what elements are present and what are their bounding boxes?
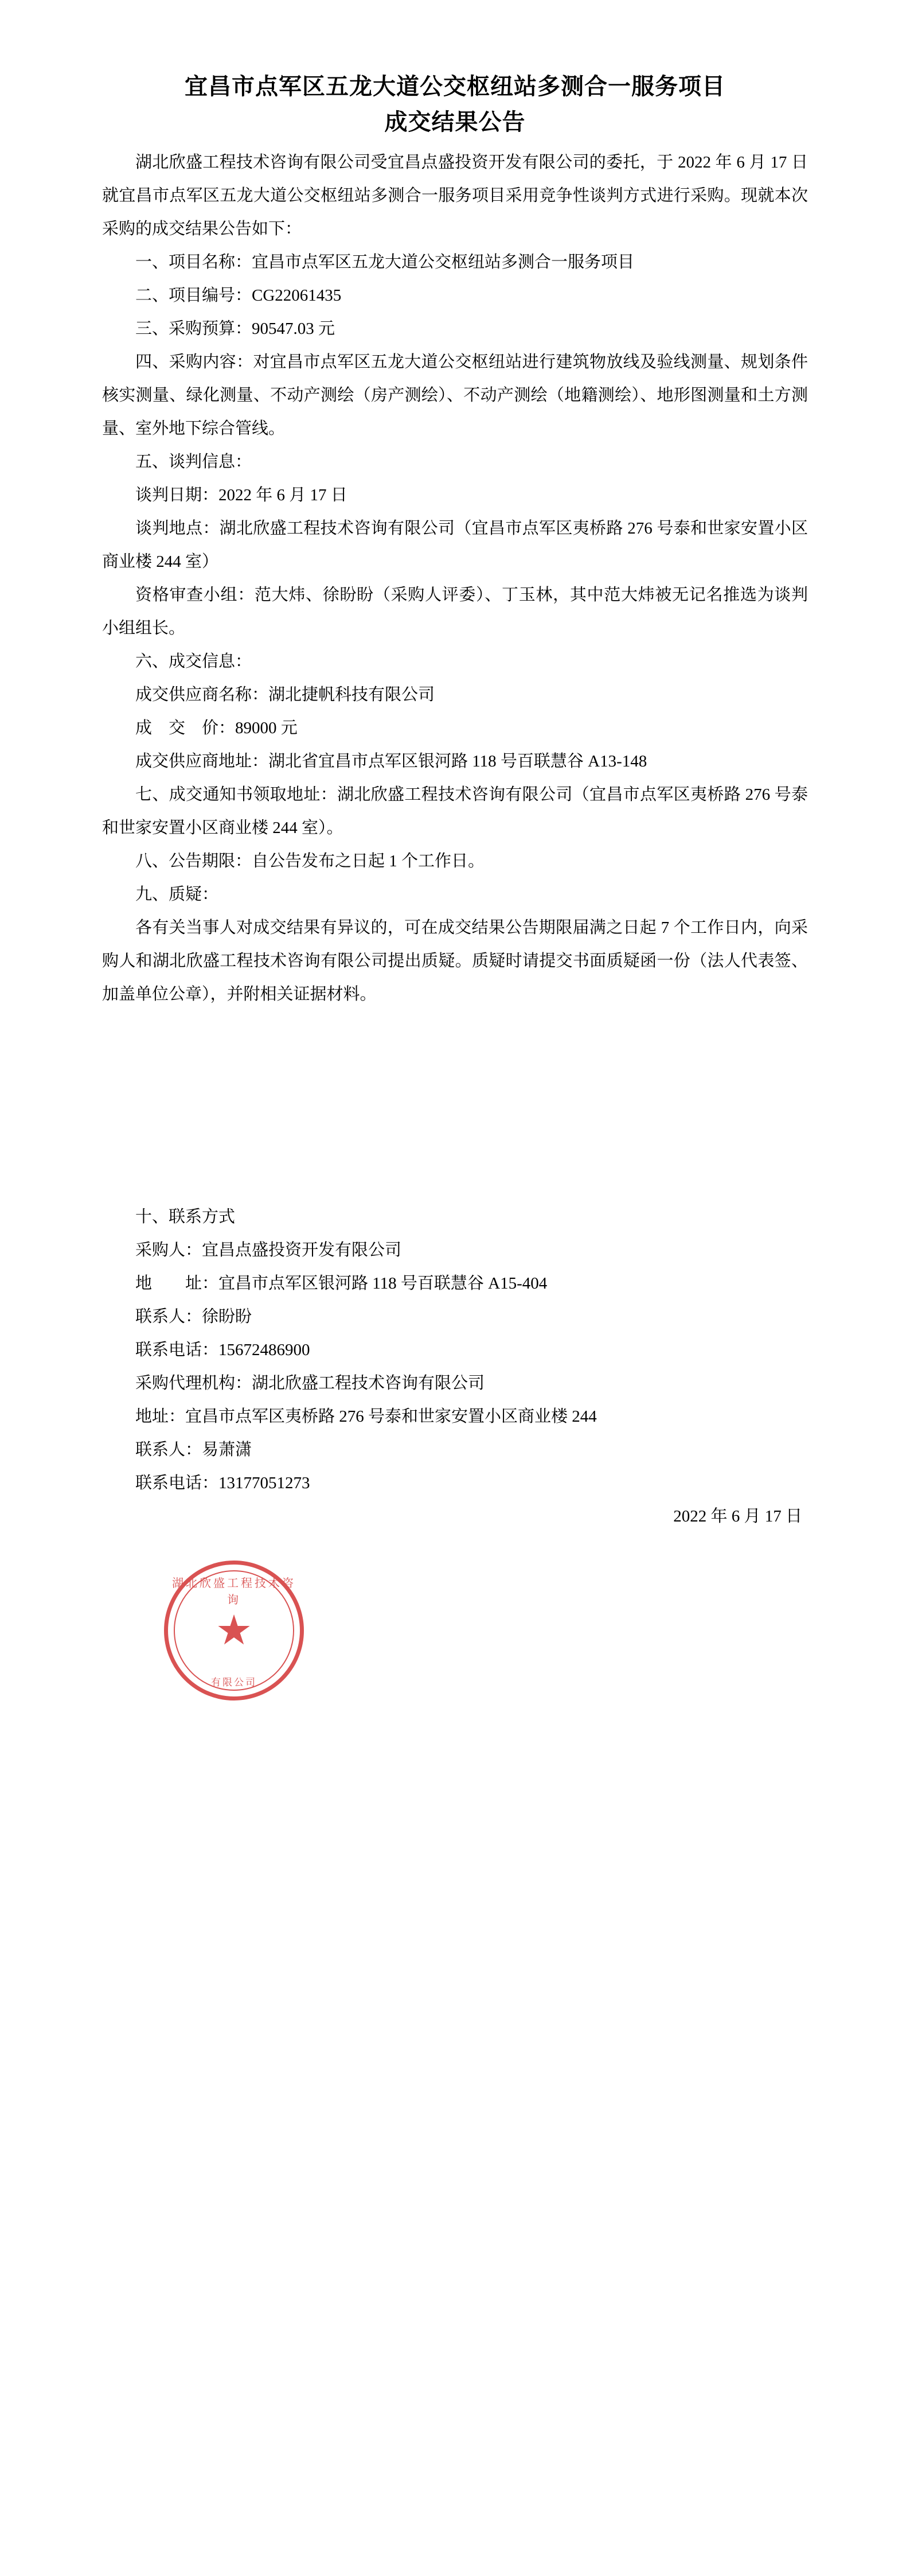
seal-star-icon: ★ (215, 1608, 253, 1653)
contact-purchaser-address: 地 址：宜昌市点军区银河路 118 号百联慧谷 A15-404 (135, 1274, 548, 1293)
document-body (102, 146, 808, 1011)
section-item-4: 四、采购内容：对宜昌市点军区五龙大道公交枢纽站进行建筑物放线及验线测量、规划条件核实测量、绿化测量、不动产测绘（房产测绘）、不动产测绘（地籍测绘）、地形图测量和土方测量、室外地下综合管线。 (102, 353, 808, 438)
winning-price: 成 交 价：89000 元 (135, 719, 298, 737)
page-title (102, 69, 808, 140)
negotiation-place: 谈判地点：湖北欣盛工程技术咨询有限公司（宜昌市点军区夷桥路 276 号泰和世家安置小区商业楼 244 室） (102, 519, 808, 571)
contact-section (102, 1200, 808, 1500)
official-seal-stamp (164, 1561, 304, 1701)
contact-purchaser-phone: 联系电话：15672486900 (135, 1341, 310, 1359)
contact-purchaser: 采购人：宜昌点盛投资开发有限公司 (135, 1241, 402, 1259)
page-title-line1: 宜昌市点军区五龙大道公交枢纽站多测合一服务项目 (185, 73, 725, 99)
section-item-8: 八、公告期限：自公告发布之日起 1 个工作日。 (135, 852, 485, 870)
negotiation-date: 谈判日期：2022 年 6 月 17 日 (135, 486, 347, 504)
contact-purchaser-person: 联系人：徐盼盼 (135, 1308, 252, 1326)
contact-agency: 采购代理机构：湖北欣盛工程技术咨询有限公司 (135, 1374, 485, 1392)
blank-spacer (102, 1011, 808, 1200)
winning-supplier-name: 成交供应商名称：湖北捷帆科技有限公司 (135, 686, 435, 704)
contact-heading: 十、联系方式 (135, 1208, 236, 1226)
seal-inner-ring (174, 1570, 294, 1691)
section-item-7: 七、成交通知书领取地址：湖北欣盛工程技术咨询有限公司（宜昌市点军区夷桥路 276 号泰和世家安置小区商业楼 244 室）。 (102, 785, 808, 837)
intro-paragraph: 湖北欣盛工程技术咨询有限公司受宜昌点盛投资开发有限公司的委托，于 2022 年 6 月 17 日就宜昌市点军区五龙大道公交枢纽站多测合一服务项目采用竞争性谈判方式进行采购。现就本次采购的成交结果公告如下： (102, 153, 808, 238)
seal-bottom-text: 有限公司 (211, 1677, 257, 1688)
complaint-paragraph: 各有关当事人对成交结果有异议的，可在成交结果公告期限届满之日起 7 个工作日内，向采购人和湖北欣盛工程技术咨询有限公司提出质疑。质疑时请提交书面质疑函一份（法人代表签、加盖单位公章），并附相关证据材料。 (102, 919, 808, 1003)
section-item-6: 六、成交信息： (135, 652, 252, 671)
section-item-2: 二、项目编号：CG22061435 (135, 286, 342, 305)
page-title-line2: 成交结果公告 (384, 109, 526, 135)
winning-supplier-address: 成交供应商地址：湖北省宜昌市点军区银河路 118 号百联慧谷 A13-148 (135, 752, 647, 771)
contact-agency-phone: 联系电话：13177051273 (135, 1474, 310, 1492)
seal-top-text: 湖北欣盛工程技术咨询 (172, 1577, 296, 1606)
review-committee: 资格审查小组：范大炜、徐盼盼（采购人评委）、丁玉林，其中范大炜被无记名推选为谈判小组组长。 (102, 586, 808, 637)
contact-agency-person: 联系人：易萧潇 (135, 1441, 252, 1459)
section-item-3: 三、采购预算：90547.03 元 (135, 320, 335, 338)
signature-date: 2022 年 6 月 17 日 (673, 1507, 802, 1526)
section-item-9: 九、质疑： (135, 885, 219, 904)
section-item-5: 五、谈判信息： (135, 453, 252, 471)
contact-agency-address: 地址：宜昌市点军区夷桥路 276 号泰和世家安置小区商业楼 244 (135, 1407, 597, 1426)
section-item-1: 一、项目名称：宜昌市点军区五龙大道公交枢纽站多测合一服务项目 (135, 253, 635, 271)
